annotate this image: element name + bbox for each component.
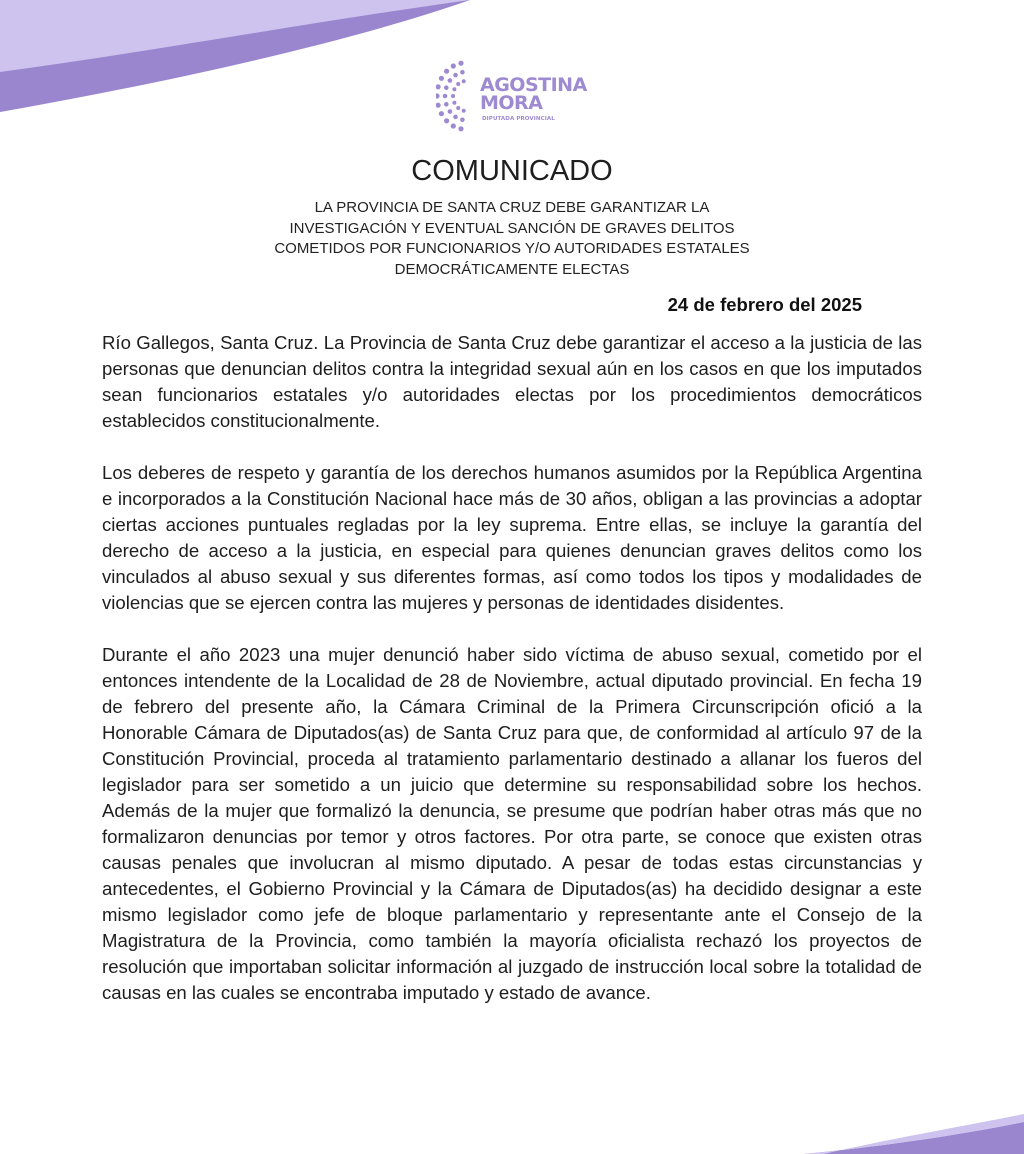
subtitle-line: DEMOCRÁTICAMENTE ELECTAS <box>394 260 630 278</box>
logo-dot <box>436 93 440 98</box>
bottom-right-decorative-swoosh <box>804 1114 1024 1154</box>
logo-dot <box>462 79 466 83</box>
logo-dot <box>462 109 466 113</box>
logo-dot <box>448 109 453 114</box>
logo-dot <box>444 85 449 90</box>
logo-dot <box>439 76 444 81</box>
logo-dot <box>443 94 448 99</box>
logo-dot <box>451 123 456 128</box>
subtitle-line: INVESTIGACIÓN Y EVENTUAL SANCIÓN DE GRAVES DELITOS <box>289 219 735 237</box>
logo-dot <box>452 87 456 91</box>
logo-dot <box>436 103 441 108</box>
logo-dot <box>452 101 456 105</box>
document-subtitle <box>0 198 1024 280</box>
logo-dot <box>444 102 449 107</box>
logo-dot <box>453 115 458 120</box>
top-left-decorative-swoosh <box>0 0 480 120</box>
brand-name <box>480 76 587 112</box>
logo-dot <box>451 94 455 98</box>
document-body <box>102 330 922 1032</box>
subtitle-line: LA PROVINCIA DE SANTA CRUZ DEBE GARANTIZAR LA <box>314 199 710 216</box>
logo-dot <box>460 118 465 123</box>
brand-name-line1: AGOSTINA <box>480 74 587 96</box>
logo-dot <box>458 61 463 66</box>
brand-logo <box>436 60 596 132</box>
subtitle-line: COMETIDOS POR FUNCIONARIOS Y/O AUTORIDADES ESTATALES <box>274 240 750 257</box>
logo-dot <box>439 111 444 116</box>
logo-dot <box>448 78 453 83</box>
logo-dot <box>460 70 465 75</box>
brand-name-line2: MORA <box>480 92 543 114</box>
dotted-c-logo-icon <box>436 60 480 132</box>
logo-dot <box>453 73 458 78</box>
document-date: 24 de febrero del 2025 <box>667 294 862 315</box>
logo-dot <box>436 84 441 89</box>
body-paragraph: Río Gallegos, Santa Cruz. La Provincia de Santa Cruz debe garantizar el acceso a la justicia de las personas que denuncian delitos contra la integridad sexual aún en los casos en que los imputados sean funcionarios estatales y/o autoridades electas por los procedimientos democráticos establecidos constitucionalmente. <box>102 332 922 431</box>
body-paragraph: Los deberes de respeto y garantía de los derechos humanos asumidos por la República Argentina e incorporados a la Constitución Nacional hace más de 30 años, obligan a las provincias a adoptar ciertas acciones puntuales regladas por la ley suprema. Entre ellas, se incluye la garantía del derecho de acceso a la justicia, en especial para quienes denuncian graves delitos como los vinculados al abuso sexual y sus diferentes formas, así como todos los tipos y modalidades de violencias que se ejercen contra las mujeres y personas de identidades disidentes. <box>102 462 922 613</box>
logo-dot <box>451 63 456 68</box>
logo-dot <box>444 118 449 123</box>
logo-dot <box>458 126 463 131</box>
logo-dot <box>444 69 449 74</box>
logo-dot <box>456 82 460 86</box>
brand-tagline: DIPUTADA PROVINCIAL <box>482 116 555 122</box>
logo-dot <box>456 106 460 110</box>
document-title: COMUNICADO <box>411 155 613 187</box>
body-paragraph: Durante el año 2023 una mujer denunció haber sido víctima de abuso sexual, cometido por el entonces intendente de la Localidad de 28 de Noviembre, actual diputado provincial. En fecha 19 de febrero del presente año, la Cámara Criminal de la Primera Circunscripción ofició a la Honorable Cámara de Diputados(as) de Santa Cruz para que, de conformidad al artículo 97 de la Constitución Provincial, proceda al tratamiento parlamentario destinado a allanar los fueros del legislador para ser sometido a un juicio que determine su responsabilidad sobre los hechos. Además de la mujer que formalizó la denuncia, se presume que podrían haber otras más que no formalizaron denuncias por temor y otros factores. Por otra parte, se conoce que existen otras causas penales que involucran al mismo diputado. A pesar de todas estas circunstancias y antecedentes, el Gobierno Provincial y la Cámara de Diputados(as) ha decidido designar a este mismo legislador como jefe de bloque parlamentario y representante ante el Consejo de la Magistratura de la Provincia, como también la mayoría oficialista rechazó los proyectos de resolución que importaban solicitar información al juzgado de instrucción local sobre la totalidad de causas en las cuales se encontraba imputado y estado de avance. <box>102 644 922 1003</box>
